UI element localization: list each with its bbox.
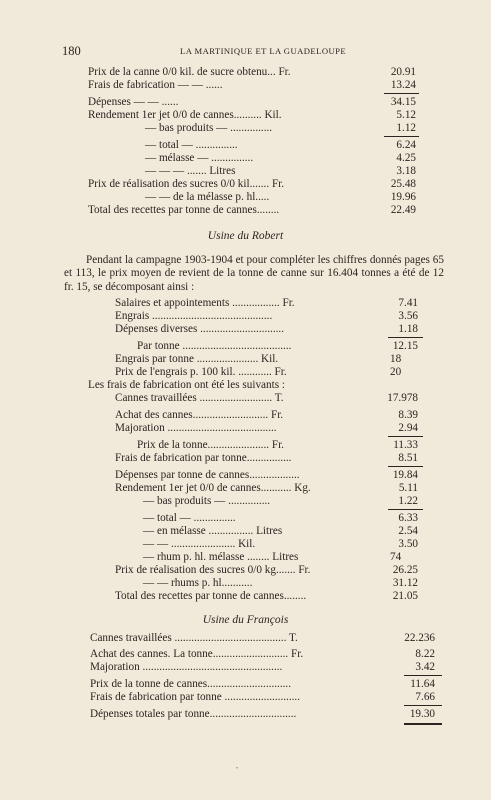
table-row: Engrais ........................................... 3.56 xyxy=(115,310,418,322)
table-row: Majoration ....................................... 2.94 xyxy=(115,422,418,434)
intro-line: Les frais de fabrication ont été les suivants : xyxy=(88,379,285,391)
table-row: — mélasse — ............... 4.25 xyxy=(145,152,416,164)
table-row: — — de la mélasse p. hl..... 19.96 xyxy=(145,191,416,203)
table-row: Prix de réalisation des sucres 0/0 kg....... Fr. 26.25 xyxy=(115,564,418,576)
table-row: Achat des cannes........................... Fr. 8.39 xyxy=(115,409,418,421)
running-head: LA MARTINIQUE ET LA GUADELOUPE xyxy=(180,46,347,56)
table-row: Total des recettes par tonne de cannes........ 21.05 xyxy=(115,590,418,602)
table-row: Par tonne ....................................... 12.15 xyxy=(137,340,418,352)
table-row: Frais de fabrication par tonne ........................... 7.66 xyxy=(90,691,435,703)
footer-mark: • xyxy=(236,766,239,772)
table-row: — — ....................... Kil. 3.50 xyxy=(143,538,418,550)
sum-rule xyxy=(384,136,419,137)
table-row: — — — ....... Litres 3.18 xyxy=(145,165,416,177)
table-row: — en mélasse ................ Litres 2.54 xyxy=(143,525,418,537)
table-row: Majoration .................................................. 3.42 xyxy=(90,661,435,673)
total-rule xyxy=(404,723,442,725)
table-row: Rendement 1er jet 0/0 de cannes.......... Kil. 5.12 xyxy=(88,109,416,121)
section-title: Usine du François xyxy=(202,614,289,626)
table-row: Rendement 1er jet 0/0 de cannes........... Kg. 5.11 xyxy=(115,482,418,494)
table-row: Frais de fabrication par tonne................ 8.51 xyxy=(115,452,418,464)
sum-rule xyxy=(388,436,423,437)
table-row: — — rhums p. hl........... 31.12 xyxy=(143,577,418,589)
table-row: Total des recettes par tonne de cannes........ 22.49 xyxy=(88,204,416,216)
table-row: Dépenses — — ...... 34.15 xyxy=(88,96,416,108)
table-row: Cannes travaillées ........................................ T. 22.236 xyxy=(90,632,435,644)
table-row: Achat des cannes. La tonne........................... Fr. 8.22 xyxy=(90,648,435,660)
sum-rule xyxy=(388,509,423,510)
table-row: Cannes travaillées .......................... T. 17.978 xyxy=(115,392,418,404)
table-row: Dépenses diverses .............................. 1.18 xyxy=(115,323,418,335)
sum-rule xyxy=(388,466,423,467)
paragraph: Pendant la campagne 1903-1904 et pour compléter les chiffres donnés pages 65 et 113, le prix moyen de revient de la tonne de canne sur 16.404 tonnes a été de 12 fr. 15, se décomposant ainsi : xyxy=(64,254,444,293)
table-row: — total — ............... 6.33 xyxy=(143,512,418,524)
sum-rule xyxy=(404,675,442,676)
page-number: 180 xyxy=(62,44,81,58)
table-row: — bas produits — ............... 1.22 xyxy=(143,495,418,507)
table-row: Prix de la tonne...................... Fr. 11.33 xyxy=(137,439,418,451)
sum-rule xyxy=(388,337,423,338)
table-row: Prix de la canne 0/0 kil. de sucre obtenu... Fr. 20.91 xyxy=(88,66,416,78)
sum-rule xyxy=(384,93,419,94)
table-row: — total — ............... 6.24 xyxy=(145,139,416,151)
table-row: — bas produits — ............... 1.12 xyxy=(145,122,416,134)
table-row: Frais de fabrication — — ...... 13.24 xyxy=(88,79,416,91)
table-row: Prix de réalisation des sucres 0/0 kil....... Fr. 25.48 xyxy=(88,178,416,190)
table-row: Dépenses par tonne de cannes.................. 19.84 xyxy=(115,469,418,481)
page-header xyxy=(0,44,491,58)
sum-rule xyxy=(404,705,442,706)
table-row: Salaires et appointements ................. Fr. 7.41 xyxy=(115,297,418,309)
table-row: — rhum p. hl. mélasse ........ Litres 74 xyxy=(143,551,402,563)
table-row: Prix de l'engrais p. 100 kil. ............ Fr. 20 xyxy=(115,366,402,378)
table-row: Engrais par tonne ...................... Kil. 18 xyxy=(115,353,402,365)
table-row: Prix de la tonne de cannes.............................. 11.64 xyxy=(90,678,435,690)
table-row: Dépenses totales par tonne............................... 19.30 xyxy=(90,708,435,720)
section-title: Usine du Robert xyxy=(207,230,284,242)
